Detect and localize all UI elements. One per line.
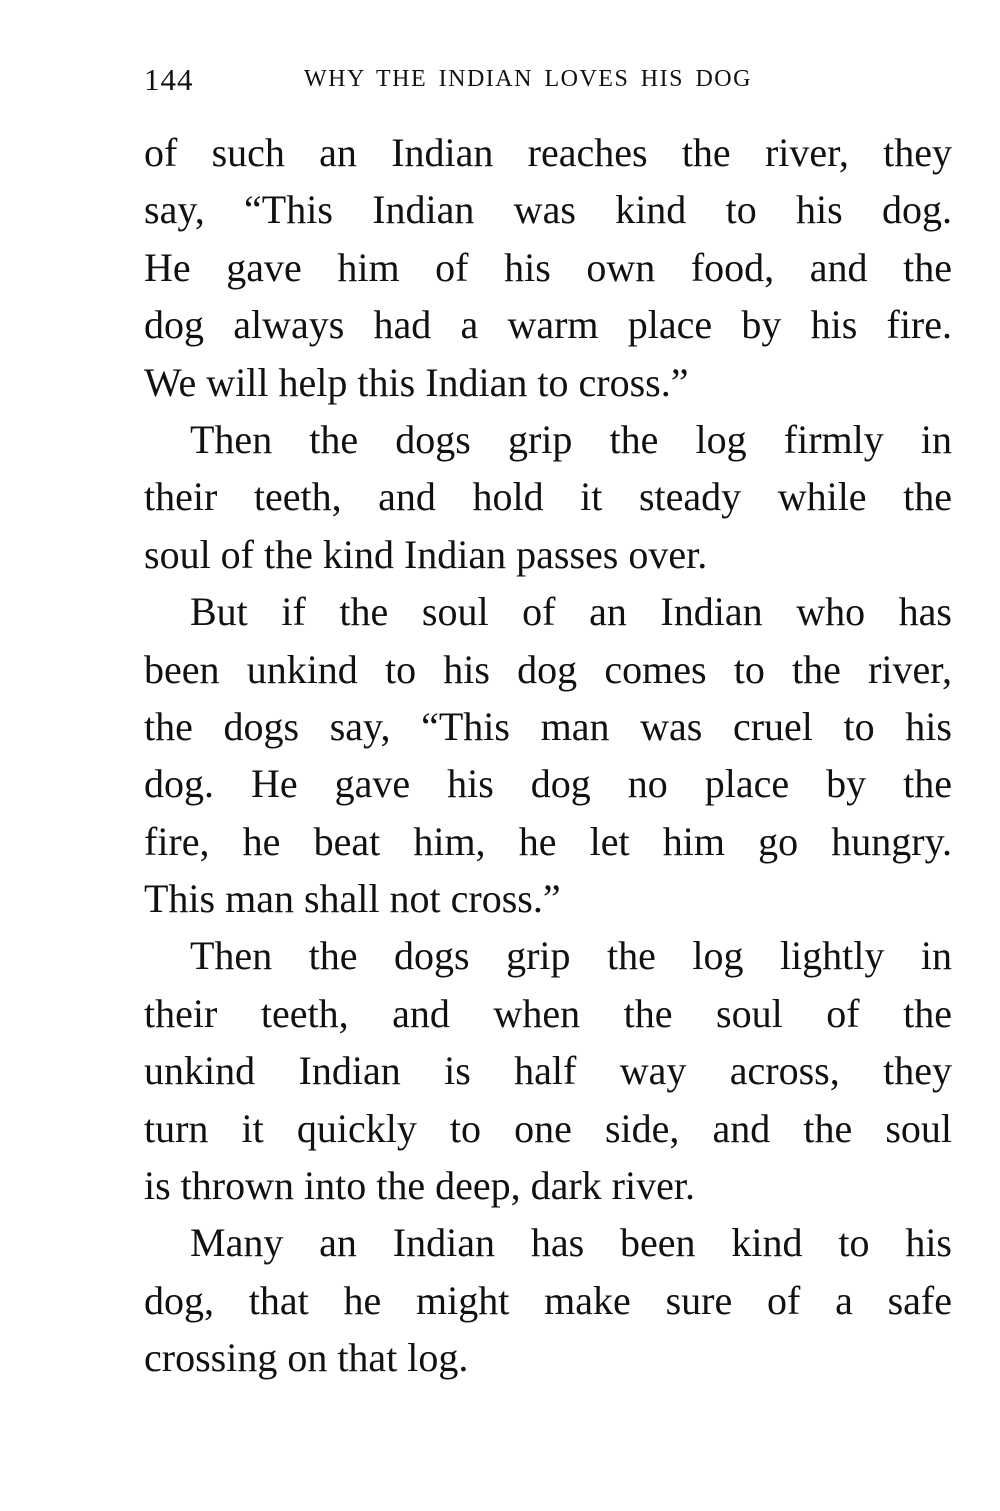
text-line: Many an Indian has been kind to his (190, 1220, 952, 1266)
text-line: dog always had a warm place by his fire. (144, 302, 952, 348)
text-line: unkind Indian is half way across, they (144, 1048, 952, 1094)
text-line: dog, that he might make sure of a safe (144, 1277, 952, 1323)
text-line: But if the soul of an Indian who has (190, 589, 952, 635)
body-text (144, 124, 952, 1387)
text-line: Then the dogs grip the log firmly in (190, 416, 952, 462)
text-line: dog. He gave his dog no place by the (144, 761, 952, 807)
text-line: soul of the kind Indian passes over. (144, 531, 708, 577)
text-line: of such an Indian reaches the river, they (144, 130, 952, 175)
text-line: Then the dogs grip the log lightly in (190, 933, 952, 979)
text-line: say, “This Indian was kind to his dog. (144, 187, 952, 233)
text-line: turn it quickly to one side, and the soul (144, 1105, 952, 1151)
text-line: their teeth, and when the soul of the (144, 990, 952, 1036)
text-line: crossing on that log. (144, 1335, 469, 1381)
running-title: WHY THE INDIAN LOVES HIS DOG (304, 66, 752, 92)
text-line: their teeth, and hold it steady while the (144, 474, 952, 520)
page-number: 144 (144, 62, 194, 97)
text-line: is thrown into the deep, dark river. (144, 1163, 695, 1209)
text-line: This man shall not cross.” (144, 876, 561, 922)
text-line: the dogs say, “This man was cruel to his (144, 703, 952, 749)
running-head (144, 62, 954, 102)
text-line: been unkind to his dog comes to the river, (144, 646, 952, 692)
text-line: We will help this Indian to cross.” (144, 359, 689, 405)
text-line: fire, he beat him, he let him go hungry. (144, 818, 952, 864)
text-line: He gave him of his own food, and the (144, 244, 952, 290)
